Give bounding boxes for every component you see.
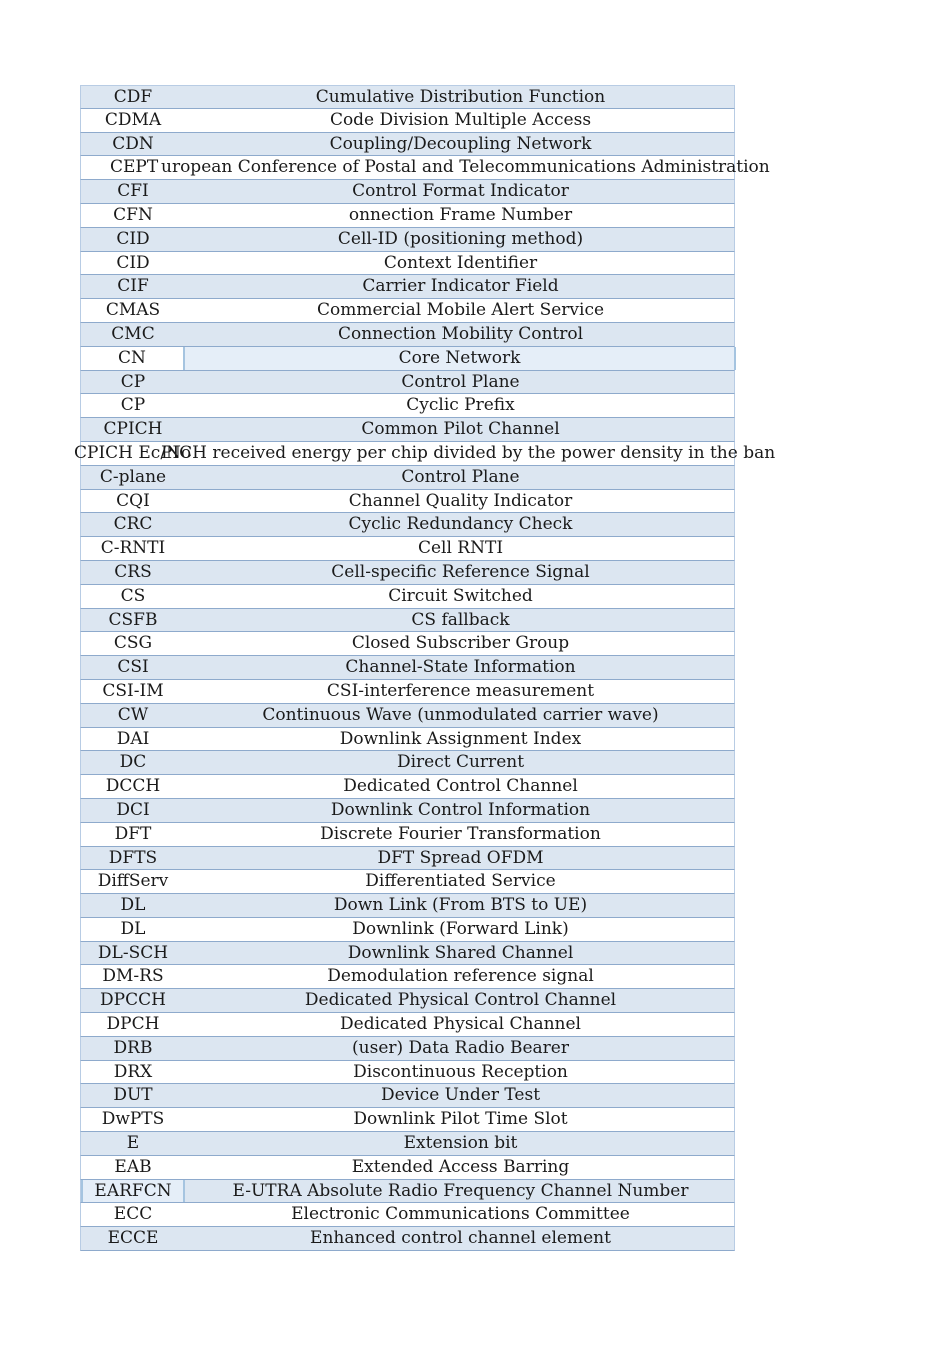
description-cell: Discontinuous Reception xyxy=(353,1061,568,1082)
abbreviation-cell: DL xyxy=(120,918,146,939)
description-cell: Electronic Communications Committee xyxy=(291,1204,630,1225)
description-cell: onnection Frame Number xyxy=(348,204,573,225)
table-row xyxy=(80,252,735,276)
abbreviation-cell: DCI xyxy=(116,799,150,820)
table-row xyxy=(80,751,735,775)
abbreviation-table xyxy=(74,85,776,1251)
table-row xyxy=(80,989,735,1013)
table-row xyxy=(80,561,735,585)
table-row xyxy=(80,680,735,704)
description-cell: CS fallback xyxy=(411,609,510,630)
description-cell: Continuous Wave (unmodulated carrier wave) xyxy=(262,704,659,725)
abbreviation-cell: CFI xyxy=(117,181,149,202)
abbreviation-cell: CMC xyxy=(111,323,155,344)
table-row xyxy=(80,894,735,918)
table-row xyxy=(80,490,735,514)
description-cell: E-UTRA Absolute Radio Frequency Channel Number xyxy=(232,1180,689,1201)
abbreviation-cell: CIF xyxy=(117,276,149,297)
abbreviation-cell: DwPTS xyxy=(101,1109,165,1130)
table-row xyxy=(80,323,735,347)
description-cell: uropean Conference of Postal and Telecommunications Administration xyxy=(161,157,770,178)
abbreviation-cell: ECCE xyxy=(107,1228,159,1249)
table-row xyxy=(80,180,735,204)
description-cell: Common Pilot Channel xyxy=(361,419,560,440)
description-cell: Cyclic Redundancy Check xyxy=(348,514,573,535)
description-cell: Dedicated Control Channel xyxy=(343,776,578,797)
abbreviation-cell: CN xyxy=(81,347,185,370)
description-cell: Device Under Test xyxy=(380,1085,541,1106)
abbreviation-cell: CP xyxy=(120,371,146,392)
table-row xyxy=(80,1156,735,1180)
description-cell: Cell-specific Reference Signal xyxy=(331,561,590,582)
table-row xyxy=(80,847,735,871)
description-cell: Cell-ID (positioning method) xyxy=(337,228,584,249)
abbreviation-cell: CMAS xyxy=(105,300,161,321)
abbreviation-cell: ECC xyxy=(113,1204,153,1225)
description-cell: Direct Current xyxy=(396,752,525,773)
table-row xyxy=(80,133,735,157)
table-row xyxy=(80,537,735,561)
table-row xyxy=(80,204,735,228)
table-row xyxy=(80,394,735,418)
description-cell: PICH received energy per chip divided by the power density in the ban xyxy=(161,442,776,463)
table-row xyxy=(80,418,735,442)
table-row xyxy=(80,109,735,133)
table-row xyxy=(80,632,735,656)
table-row xyxy=(80,1203,735,1227)
abbreviation-cell: CDMA xyxy=(104,109,162,130)
abbreviation-cell: CQI xyxy=(116,490,150,511)
abbreviation-cell: CW xyxy=(117,704,149,725)
description-cell: Control Format Indicator xyxy=(352,181,569,202)
abbreviation-cell: CDN xyxy=(112,133,154,154)
description-cell: CSI-interference measurement xyxy=(326,680,595,701)
description-cell: Cumulative Distribution Function xyxy=(315,87,606,107)
description-cell: Core Network xyxy=(185,347,736,370)
abbreviation-cell: CS xyxy=(120,585,146,606)
abbreviation-cell: CRC xyxy=(113,514,153,535)
description-cell: Carrier Indicator Field xyxy=(362,276,559,297)
table-row xyxy=(80,704,735,728)
table-row xyxy=(80,85,735,109)
table-row xyxy=(80,1061,735,1085)
table-row xyxy=(80,585,735,609)
table-row xyxy=(80,799,735,823)
abbreviation-cell: DFT xyxy=(114,823,152,844)
abbreviation-cell: CSFB xyxy=(108,609,158,630)
abbreviation-cell: EARFCN xyxy=(81,1180,185,1203)
abbreviation-cell: DRX xyxy=(113,1061,153,1082)
abbreviation-cell: DAI xyxy=(116,728,150,749)
description-cell: Circuit Switched xyxy=(388,585,533,606)
description-cell: Context Identifier xyxy=(383,252,538,273)
abbreviation-cell: DC xyxy=(119,752,147,773)
abbreviation-cell: DL-SCH xyxy=(97,942,169,963)
abbreviation-cell: DPCCH xyxy=(100,990,166,1011)
table-row xyxy=(80,156,770,180)
table-row xyxy=(80,1037,735,1061)
table-row xyxy=(80,918,735,942)
abbreviation-cell: DUT xyxy=(113,1085,153,1106)
description-cell: DFT Spread OFDM xyxy=(377,847,544,868)
abbreviation-cell: CEPT xyxy=(110,157,159,178)
abbreviation-cell: C-RNTI xyxy=(100,538,166,559)
abbreviation-cell: CID xyxy=(116,228,150,249)
abbreviation-cell: C-plane xyxy=(99,466,167,487)
description-cell: Downlink Control Information xyxy=(330,799,591,820)
description-cell: Coupling/Decoupling Network xyxy=(329,133,592,154)
description-cell: Downlink (Forward Link) xyxy=(352,918,569,939)
description-cell: Enhanced control channel element xyxy=(310,1228,611,1249)
table-row xyxy=(80,228,735,252)
table-row xyxy=(80,1180,735,1204)
abbreviation-cell: CSI xyxy=(117,657,149,678)
description-cell: Channel-State Information xyxy=(345,657,576,678)
table-row xyxy=(74,442,776,466)
description-cell: Dedicated Physical Channel xyxy=(340,1014,581,1035)
abbreviation-cell: CPICH xyxy=(103,419,163,440)
table-row xyxy=(80,466,735,490)
abbreviation-cell: DCCH xyxy=(105,776,161,797)
table-row xyxy=(80,870,735,894)
table-row xyxy=(80,275,735,299)
table-row xyxy=(80,513,735,537)
abbreviation-cell: CID xyxy=(116,252,150,273)
abbreviation-cell: DM-RS xyxy=(102,966,164,987)
description-cell: Code Division Multiple Access xyxy=(329,109,592,130)
abbreviation-cell: CSI-IM xyxy=(102,680,164,701)
description-cell: Dedicated Physical Control Channel xyxy=(304,990,617,1011)
description-cell: Channel Quality Indicator xyxy=(348,490,573,511)
abbreviation-cell: CDF xyxy=(113,87,153,107)
table-row xyxy=(80,1108,735,1132)
description-cell: Control Plane xyxy=(401,371,520,392)
description-cell: Closed Subscriber Group xyxy=(351,633,570,654)
abbreviation-cell: CRS xyxy=(114,561,152,582)
description-cell: Extension bit xyxy=(403,1133,518,1154)
description-cell: (user) Data Radio Bearer xyxy=(352,1037,569,1058)
description-cell: Downlink Shared Channel xyxy=(347,942,574,963)
description-cell: Differentiated Service xyxy=(365,871,556,892)
description-cell: Downlink Assignment Index xyxy=(339,728,582,749)
table-row xyxy=(80,371,735,395)
description-cell: Connection Mobility Control xyxy=(337,323,584,344)
table-row xyxy=(80,299,735,323)
table-row xyxy=(80,728,735,752)
table-row xyxy=(80,942,735,966)
table-row xyxy=(80,656,735,680)
description-cell: Control Plane xyxy=(401,466,520,487)
table-row xyxy=(80,1132,735,1156)
abbreviation-cell: CPICH Ec/No xyxy=(74,442,192,463)
abbreviation-cell: DPCH xyxy=(106,1014,160,1035)
table-row xyxy=(80,1084,735,1108)
description-cell: Discrete Fourier Transformation xyxy=(320,823,601,844)
description-cell: Downlink Pilot Time Slot xyxy=(353,1109,568,1130)
description-cell: Extended Access Barring xyxy=(351,1156,570,1177)
abbreviation-cell: CFN xyxy=(113,204,153,225)
abbreviation-cell: CP xyxy=(120,395,146,416)
description-cell: Down Link (From BTS to UE) xyxy=(333,895,588,916)
description-cell: Cell RNTI xyxy=(417,538,504,559)
table-row xyxy=(80,823,735,847)
abbreviation-cell: DFTS xyxy=(108,847,158,868)
abbreviation-cell: CSG xyxy=(113,633,153,654)
description-cell: Demodulation reference signal xyxy=(327,966,594,987)
table-row xyxy=(80,347,735,371)
abbreviation-cell: DiffServ xyxy=(97,871,169,892)
table-row xyxy=(80,965,735,989)
table-row xyxy=(80,609,735,633)
table-row xyxy=(80,775,735,799)
abbreviation-cell: DL xyxy=(120,895,146,916)
abbreviation-cell: DRB xyxy=(113,1037,153,1058)
description-cell: Commercial Mobile Alert Service xyxy=(316,300,605,321)
table-row xyxy=(80,1227,735,1251)
abbreviation-cell: E xyxy=(126,1133,140,1154)
abbreviation-cell: EAB xyxy=(114,1156,152,1177)
description-cell: Cyclic Prefix xyxy=(406,395,515,416)
table-row xyxy=(80,1013,735,1037)
